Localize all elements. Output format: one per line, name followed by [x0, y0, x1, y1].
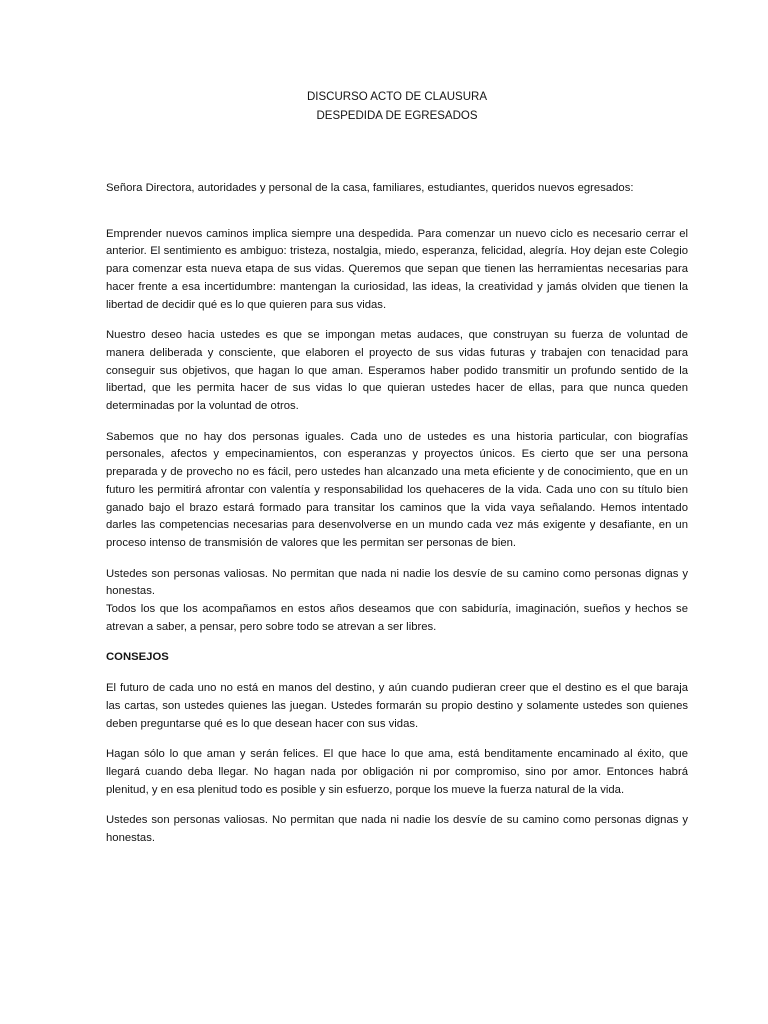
paragraph-historia: Sabemos que no hay dos personas iguales. Cada uno de ustedes es una historia particular, con biografías personales, afectos y empecinamientos, con esperanzas y proyectos únicos. Es cierto que ser una persona preparada y de provecho no es fácil, pero ustedes han alcanzado una meta eficiente y de conocimiento, que en un futuro les permitirá afrontar con valentía y responsabilidad los quehaceres de la vida. Cada uno con su título bien ganado bajo el brazo estará formado para transitar los caminos que la vida vaya señalando. Hemos intentado darles las competencias necesarias para desenvolverse en un mundo cada vez más exigente y desafiante, en un proceso intenso de transmisión de valores que les permitan ser personas de bien.	[106, 430, 688, 549]
title-line-2: DESPEDIDA DE EGRESADOS	[316, 110, 478, 122]
paragraph-hagan: Hagan sólo lo que aman y serán felices. El que hace lo que ama, está benditamente encaminado al éxito, que llegará cuando deba llegar. No hagan nada por obligación ni por compromiso, sino por amor. Entonces habrá plenitud, y en esa plenitud todo es posible y sin esfuerzo, porque los mueve la fuerza natural de la vida.	[106, 748, 688, 796]
document-title	[106, 88, 688, 126]
paragraph-valiosas: Ustedes son personas valiosas. No permitan que nada ni nadie los desvíe de su camino como personas dignas y honestas.	[106, 567, 688, 598]
paragraph-futuro: El futuro de cada uno no está en manos del destino, y aún cuando pudieran creer que el destino es el que baraja las cartas, son ustedes quienes las juegan. Ustedes formarán su propio destino y solamente ustedes son quienes deben preguntarse qué es lo que desean hacer con sus vidas.	[106, 682, 688, 730]
paragraph-deseo: Nuestro deseo hacia ustedes es que se impongan metas audaces, que construyan su fuerza de voluntad de manera deliberada y consciente, que elaboren el proyecto de sus vidas futuras y trabajen con tenacidad para conseguir sus objetivos, que hagan lo que aman. Esperamos haber podido transmitir un profundo sentido de la libertad, que les permita hacer de sus vidas lo que quieran ustedes hacer de ellas, para que nunca queden determinadas por la voluntad de otros.	[106, 329, 688, 413]
paragraph-despedida: Emprender nuevos caminos implica siempre una despedida. Para comenzar un nuevo ciclo es necesario cerrar el anterior. El sentimiento es ambiguo: tristeza, nostalgia, miedo, esperanza, felicidad, alegría. Hoy dejan este Colegio para comenzar esta nueva etapa de sus vidas. Queremos que sepan que tienen las herramientas necesarias para hacer frente a esa incertidumbre: mantengan la curiosidad, las ideas, la creatividad y jamás olviden que tienen la libertad de decidir qué es lo que quieren para sus vidas.	[106, 227, 688, 311]
heading-consejos: CONSEJOS	[106, 651, 169, 664]
paragraph-valiosas-final: Ustedes son personas valiosas. No permitan que nada ni nadie los desvíe de su camino como personas dignas y honestas.	[106, 814, 688, 845]
paragraph-todos: Todos los que los acompañamos en estos años deseamos que con sabiduría, imaginación, sueños y hechos se atrevan a saber, a pensar, pero sobre todo se atrevan a ser libres.	[106, 603, 688, 633]
title-line-1: DISCURSO ACTO DE CLAUSURA	[307, 91, 487, 103]
document-page	[106, 88, 688, 861]
salutation: Señora Directora, autoridades y personal de la casa, familiares, estudiantes, queridos nuevos egresados:	[106, 182, 634, 194]
